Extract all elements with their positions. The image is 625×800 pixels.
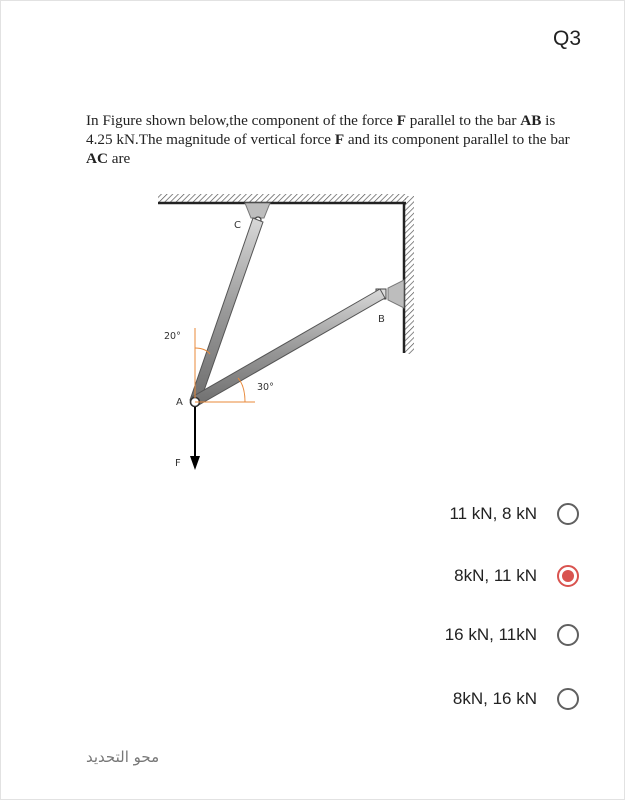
option-1[interactable] <box>449 499 579 529</box>
option-4[interactable] <box>453 684 579 714</box>
question-text-part: is 4.25 kN.The magnitude of vertical force <box>86 112 556 148</box>
force-symbol: F <box>396 112 406 129</box>
wall-support <box>404 196 414 354</box>
force-symbol: F <box>334 131 345 148</box>
bar-ab-label: AB <box>520 112 542 129</box>
radio-button-selected[interactable] <box>557 565 579 587</box>
question-text-part: In Figure shown below,the component of the force <box>86 112 397 129</box>
question-text-part: and its component parallel to the bar <box>344 131 570 148</box>
angle-30-label: 30° <box>257 382 274 393</box>
label-f: F <box>175 458 181 469</box>
radio-button[interactable] <box>557 624 579 646</box>
option-label: 8kN, 11 kN <box>454 566 537 585</box>
option-label: 8kN, 16 kN <box>452 689 537 708</box>
radio-button[interactable] <box>557 688 579 710</box>
question-number: Q3 <box>552 27 581 50</box>
bracket-b <box>388 280 404 308</box>
label-b: B <box>378 314 385 325</box>
question-text <box>86 111 576 168</box>
angle-20-label: 20° <box>164 331 181 342</box>
truss-figure <box>150 188 430 478</box>
option-label: 16 kN, 11kN <box>444 625 537 644</box>
bracket-c <box>245 203 270 218</box>
label-a: A <box>176 397 183 408</box>
question-text-part: parallel to the bar <box>405 112 521 129</box>
option-2[interactable] <box>454 561 579 591</box>
label-c: C <box>234 220 241 231</box>
option-3[interactable] <box>445 620 579 650</box>
question-text-part: are <box>107 150 131 167</box>
bar-ab <box>192 289 385 406</box>
ceiling-support <box>158 194 406 203</box>
option-label: 11 kN, 8 kN <box>449 504 537 523</box>
clear-selection-link[interactable]: محو التحديد <box>86 748 160 766</box>
radio-button[interactable] <box>557 503 579 525</box>
force-arrow <box>190 407 200 470</box>
bar-ac-label: AC <box>86 150 108 167</box>
